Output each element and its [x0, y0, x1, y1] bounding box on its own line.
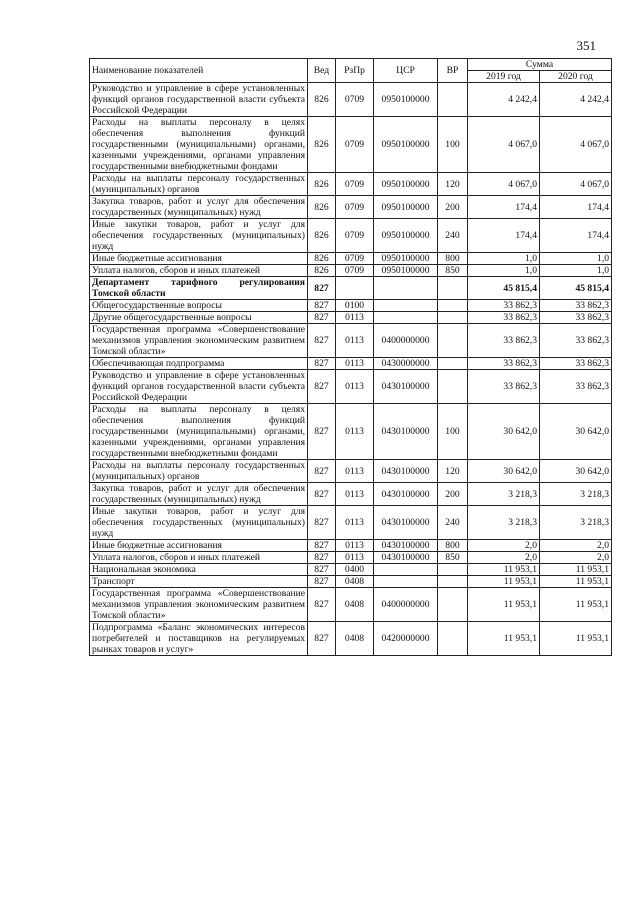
row-vr [438, 370, 468, 404]
row-vr [438, 576, 468, 588]
row-name: Обеспечивающая подпрограмма [90, 358, 308, 370]
row-ved: 827 [308, 277, 336, 300]
row-name: Другие общегосударственные вопросы [90, 312, 308, 324]
row-vr: 200 [438, 483, 468, 506]
row-sum-2020: 3 218,3 [540, 506, 612, 540]
row-sum-2020: 33 862,3 [540, 312, 612, 324]
row-name: Департамент тарифного регулирования Томской области [90, 277, 308, 300]
row-csr [374, 277, 438, 300]
row-rzpr: 0709 [336, 253, 374, 265]
row-csr: 0430100000 [374, 540, 438, 552]
row-rzpr: 0113 [336, 552, 374, 564]
row-name: Руководство и управление в сфере установленных функций органов государственной власти субъекта Российской Федерации [90, 83, 308, 117]
row-name: Иные закупки товаров, работ и услуг для обеспечения государственных (муниципальных) нужд [90, 219, 308, 253]
row-csr: 0430100000 [374, 483, 438, 506]
row-ved: 827 [308, 588, 336, 622]
row-name: Подпрограмма «Баланс экономических интересов потребителей и поставщиков на регулируемых рынках товаров и услуг» [90, 622, 308, 656]
row-sum-2019: 33 862,3 [468, 358, 540, 370]
row-name: Государственная программа «Совершенствование механизмов управления экономическим развитием Томской области» [90, 588, 308, 622]
row-name: Транспорт [90, 576, 308, 588]
row-rzpr: 0113 [336, 370, 374, 404]
row-sum-2019: 30 642,0 [468, 460, 540, 483]
row-name: Руководство и управление в сфере установленных функций органов государственной власти субъекта Российской Федерации [90, 370, 308, 404]
row-rzpr: 0709 [336, 219, 374, 253]
header-sum: Сумма [468, 59, 612, 71]
row-ved: 827 [308, 564, 336, 576]
row-sum-2020: 1,0 [540, 265, 612, 277]
row-sum-2020: 1,0 [540, 253, 612, 265]
table-row [90, 83, 612, 117]
row-rzpr: 0113 [336, 506, 374, 540]
table-row [90, 358, 612, 370]
row-name: Расходы на выплаты персоналу государственных (муниципальных) органов [90, 460, 308, 483]
row-vr: 100 [438, 117, 468, 173]
row-sum-2019: 2,0 [468, 552, 540, 564]
row-ved: 827 [308, 552, 336, 564]
row-vr [438, 312, 468, 324]
row-csr: 0430100000 [374, 404, 438, 460]
row-vr [438, 83, 468, 117]
row-vr [438, 588, 468, 622]
row-name: Иные бюджетные ассигнования [90, 253, 308, 265]
table-body [90, 83, 612, 656]
row-rzpr: 0113 [336, 483, 374, 506]
row-vr [438, 622, 468, 656]
row-ved: 826 [308, 219, 336, 253]
row-ved: 827 [308, 370, 336, 404]
row-rzpr: 0113 [336, 358, 374, 370]
row-name: Иные закупки товаров, работ и услуг для обеспечения государственных (муниципальных) нужд [90, 506, 308, 540]
row-name: Общегосударственные вопросы [90, 300, 308, 312]
row-vr [438, 277, 468, 300]
row-rzpr: 0113 [336, 312, 374, 324]
table-row [90, 576, 612, 588]
row-sum-2020: 11 953,1 [540, 576, 612, 588]
row-csr: 0950100000 [374, 173, 438, 196]
row-csr [374, 564, 438, 576]
row-ved: 826 [308, 173, 336, 196]
table-row [90, 173, 612, 196]
row-sum-2020: 4 067,0 [540, 117, 612, 173]
row-sum-2019: 174,4 [468, 219, 540, 253]
row-sum-2019: 11 953,1 [468, 576, 540, 588]
row-vr: 240 [438, 506, 468, 540]
row-ved: 827 [308, 404, 336, 460]
header-year-2019: 2019 год [468, 71, 540, 83]
row-rzpr: 0113 [336, 540, 374, 552]
row-rzpr: 0709 [336, 265, 374, 277]
row-ved: 827 [308, 622, 336, 656]
row-sum-2020: 2,0 [540, 540, 612, 552]
page-number: 351 [576, 38, 596, 53]
row-vr: 850 [438, 552, 468, 564]
row-sum-2019: 3 218,3 [468, 506, 540, 540]
table-row [90, 265, 612, 277]
row-csr: 0950100000 [374, 219, 438, 253]
table-row [90, 253, 612, 265]
row-sum-2020: 30 642,0 [540, 404, 612, 460]
row-ved: 827 [308, 324, 336, 358]
row-sum-2020: 11 953,1 [540, 564, 612, 576]
row-ved: 827 [308, 576, 336, 588]
row-csr [374, 576, 438, 588]
row-sum-2020: 4 067,0 [540, 173, 612, 196]
row-vr [438, 324, 468, 358]
row-sum-2020: 11 953,1 [540, 622, 612, 656]
row-rzpr [336, 277, 374, 300]
row-rzpr: 0709 [336, 196, 374, 219]
row-csr: 0430100000 [374, 460, 438, 483]
table-row [90, 483, 612, 506]
table-header [90, 59, 612, 83]
header-year-2020: 2020 год [540, 71, 612, 83]
row-sum-2020: 33 862,3 [540, 300, 612, 312]
row-sum-2020: 2,0 [540, 552, 612, 564]
row-rzpr: 0709 [336, 117, 374, 173]
table-row [90, 622, 612, 656]
budget-table [89, 58, 612, 656]
row-csr [374, 300, 438, 312]
row-csr: 0950100000 [374, 265, 438, 277]
row-sum-2020: 33 862,3 [540, 370, 612, 404]
header-name: Наименование показателей [90, 59, 308, 83]
row-ved: 827 [308, 300, 336, 312]
table-row [90, 564, 612, 576]
row-vr [438, 358, 468, 370]
row-sum-2020: 33 862,3 [540, 358, 612, 370]
row-sum-2019: 33 862,3 [468, 370, 540, 404]
row-sum-2020: 174,4 [540, 219, 612, 253]
row-csr: 0950100000 [374, 117, 438, 173]
row-csr: 0420000000 [374, 622, 438, 656]
row-ved: 827 [308, 460, 336, 483]
row-vr: 850 [438, 265, 468, 277]
row-ved: 826 [308, 265, 336, 277]
header-csr: ЦСР [374, 59, 438, 83]
row-sum-2019: 3 218,3 [468, 483, 540, 506]
row-sum-2019: 30 642,0 [468, 404, 540, 460]
row-rzpr: 0113 [336, 404, 374, 460]
row-vr: 100 [438, 404, 468, 460]
row-ved: 827 [308, 358, 336, 370]
row-sum-2020: 45 815,4 [540, 277, 612, 300]
row-ved: 827 [308, 312, 336, 324]
row-sum-2019: 2,0 [468, 540, 540, 552]
row-csr: 0950100000 [374, 83, 438, 117]
table-row [90, 404, 612, 460]
row-rzpr: 0100 [336, 300, 374, 312]
row-sum-2020: 33 862,3 [540, 324, 612, 358]
row-name: Закупка товаров, работ и услуг для обеспечения государственных (муниципальных) нужд [90, 196, 308, 219]
row-name: Расходы на выплаты персоналу в целях обеспечения выполнения функций государственными (муниципальными) органами, казенными учреждениями, органами управления государственными внебюджетными фондами [90, 404, 308, 460]
row-sum-2019: 11 953,1 [468, 622, 540, 656]
row-csr: 0430100000 [374, 506, 438, 540]
row-sum-2020: 11 953,1 [540, 588, 612, 622]
table-row [90, 300, 612, 312]
row-sum-2019: 4 242,4 [468, 83, 540, 117]
row-ved: 827 [308, 483, 336, 506]
table-row [90, 506, 612, 540]
row-rzpr: 0113 [336, 324, 374, 358]
row-name: Иные бюджетные ассигнования [90, 540, 308, 552]
row-csr: 0430100000 [374, 552, 438, 564]
row-sum-2019: 33 862,3 [468, 300, 540, 312]
row-csr: 0400000000 [374, 324, 438, 358]
row-ved: 827 [308, 506, 336, 540]
row-csr: 0400000000 [374, 588, 438, 622]
row-csr: 0950100000 [374, 253, 438, 265]
row-rzpr: 0408 [336, 576, 374, 588]
row-ved: 826 [308, 83, 336, 117]
table-row [90, 460, 612, 483]
row-name: Уплата налогов, сборов и иных платежей [90, 265, 308, 277]
row-sum-2020: 30 642,0 [540, 460, 612, 483]
row-rzpr: 0408 [336, 622, 374, 656]
table-row [90, 370, 612, 404]
table-row [90, 324, 612, 358]
header-rzpr: РзПр [336, 59, 374, 83]
row-name: Государственная программа «Совершенствование механизмов управления экономическим развитием Томской области» [90, 324, 308, 358]
table-row [90, 117, 612, 173]
table-row [90, 219, 612, 253]
table-row [90, 588, 612, 622]
row-vr: 120 [438, 460, 468, 483]
row-rzpr: 0400 [336, 564, 374, 576]
row-vr: 200 [438, 196, 468, 219]
row-rzpr: 0709 [336, 173, 374, 196]
row-ved: 827 [308, 540, 336, 552]
row-vr [438, 300, 468, 312]
row-sum-2019: 1,0 [468, 265, 540, 277]
row-vr [438, 564, 468, 576]
row-name: Закупка товаров, работ и услуг для обеспечения государственных (муниципальных) нужд [90, 483, 308, 506]
row-vr: 800 [438, 253, 468, 265]
table-row [90, 540, 612, 552]
row-ved: 826 [308, 196, 336, 219]
row-sum-2019: 1,0 [468, 253, 540, 265]
row-rzpr: 0408 [336, 588, 374, 622]
table-row [90, 277, 612, 300]
row-sum-2020: 3 218,3 [540, 483, 612, 506]
row-name: Расходы на выплаты персоналу в целях обеспечения выполнения функций государственными (муниципальными) органами, казенными учреждениями, органами управления государственными внебюджетными фондами [90, 117, 308, 173]
row-csr: 0430100000 [374, 370, 438, 404]
row-vr: 120 [438, 173, 468, 196]
row-sum-2019: 33 862,3 [468, 324, 540, 358]
row-sum-2019: 11 953,1 [468, 588, 540, 622]
row-sum-2019: 11 953,1 [468, 564, 540, 576]
row-csr [374, 312, 438, 324]
row-name: Уплата налогов, сборов и иных платежей [90, 552, 308, 564]
row-sum-2020: 4 242,4 [540, 83, 612, 117]
row-sum-2019: 4 067,0 [468, 117, 540, 173]
row-vr: 240 [438, 219, 468, 253]
row-name: Национальная экономика [90, 564, 308, 576]
table-row [90, 196, 612, 219]
table-row [90, 312, 612, 324]
row-sum-2019: 33 862,3 [468, 312, 540, 324]
row-sum-2020: 174,4 [540, 196, 612, 219]
header-ved: Вед [308, 59, 336, 83]
row-ved: 826 [308, 117, 336, 173]
row-sum-2019: 174,4 [468, 196, 540, 219]
header-vr: ВР [438, 59, 468, 83]
row-csr: 0950100000 [374, 196, 438, 219]
row-vr: 800 [438, 540, 468, 552]
table-row [90, 552, 612, 564]
row-rzpr: 0709 [336, 83, 374, 117]
row-name: Расходы на выплаты персоналу государственных (муниципальных) органов [90, 173, 308, 196]
row-ved: 826 [308, 253, 336, 265]
row-rzpr: 0113 [336, 460, 374, 483]
row-csr: 0430000000 [374, 358, 438, 370]
row-sum-2019: 45 815,4 [468, 277, 540, 300]
row-sum-2019: 4 067,0 [468, 173, 540, 196]
